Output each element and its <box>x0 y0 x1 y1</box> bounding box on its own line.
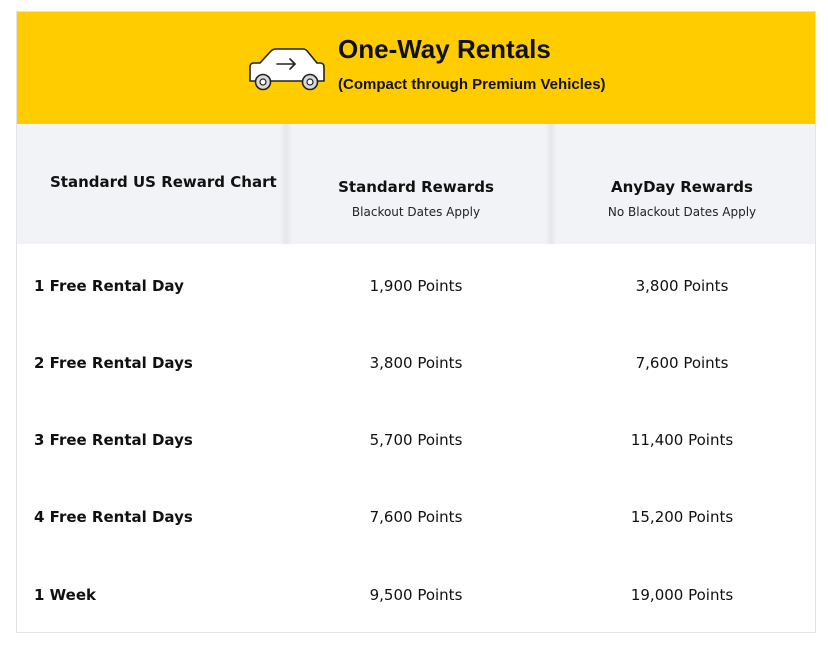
table-header <box>17 124 815 244</box>
reward-chart-card <box>17 12 815 632</box>
banner-title: One-Way Rentals <box>338 34 551 64</box>
banner-subtitle: (Compact through Premium Vehicles) <box>338 76 606 93</box>
standard-points: 7,600 Points <box>369 507 463 526</box>
table-row <box>17 478 815 555</box>
standard-points: 5,700 Points <box>369 430 463 449</box>
standard-points: 3,800 Points <box>369 353 463 372</box>
table-row <box>17 556 815 633</box>
header-anyday-rewards: AnyDay Rewards <box>611 178 753 196</box>
anyday-points: 7,600 Points <box>635 353 729 372</box>
header-anyday-note: No Blackout Dates Apply <box>607 205 757 219</box>
anyday-points: 11,400 Points <box>630 430 734 449</box>
row-label: 1 Week <box>34 585 96 604</box>
standard-points: 1,900 Points <box>369 276 463 295</box>
table-row <box>17 247 815 324</box>
table-row <box>17 401 815 478</box>
car-arrow-icon <box>247 47 327 91</box>
anyday-points: 3,800 Points <box>635 276 729 295</box>
anyday-points: 19,000 Points <box>630 585 734 604</box>
column-divider <box>280 124 292 244</box>
row-label: 1 Free Rental Day <box>34 276 184 295</box>
header-chart-name: Standard US Reward Chart <box>50 173 277 191</box>
column-divider <box>545 124 557 244</box>
row-label: 4 Free Rental Days <box>34 507 193 526</box>
anyday-points: 15,200 Points <box>630 507 734 526</box>
header-standard-rewards: Standard Rewards <box>338 178 494 196</box>
standard-points: 9,500 Points <box>369 585 463 604</box>
row-label: 3 Free Rental Days <box>34 430 193 449</box>
table-row <box>17 324 815 401</box>
banner <box>17 12 815 124</box>
row-label: 2 Free Rental Days <box>34 353 193 372</box>
header-standard-note: Blackout Dates Apply <box>351 205 481 219</box>
